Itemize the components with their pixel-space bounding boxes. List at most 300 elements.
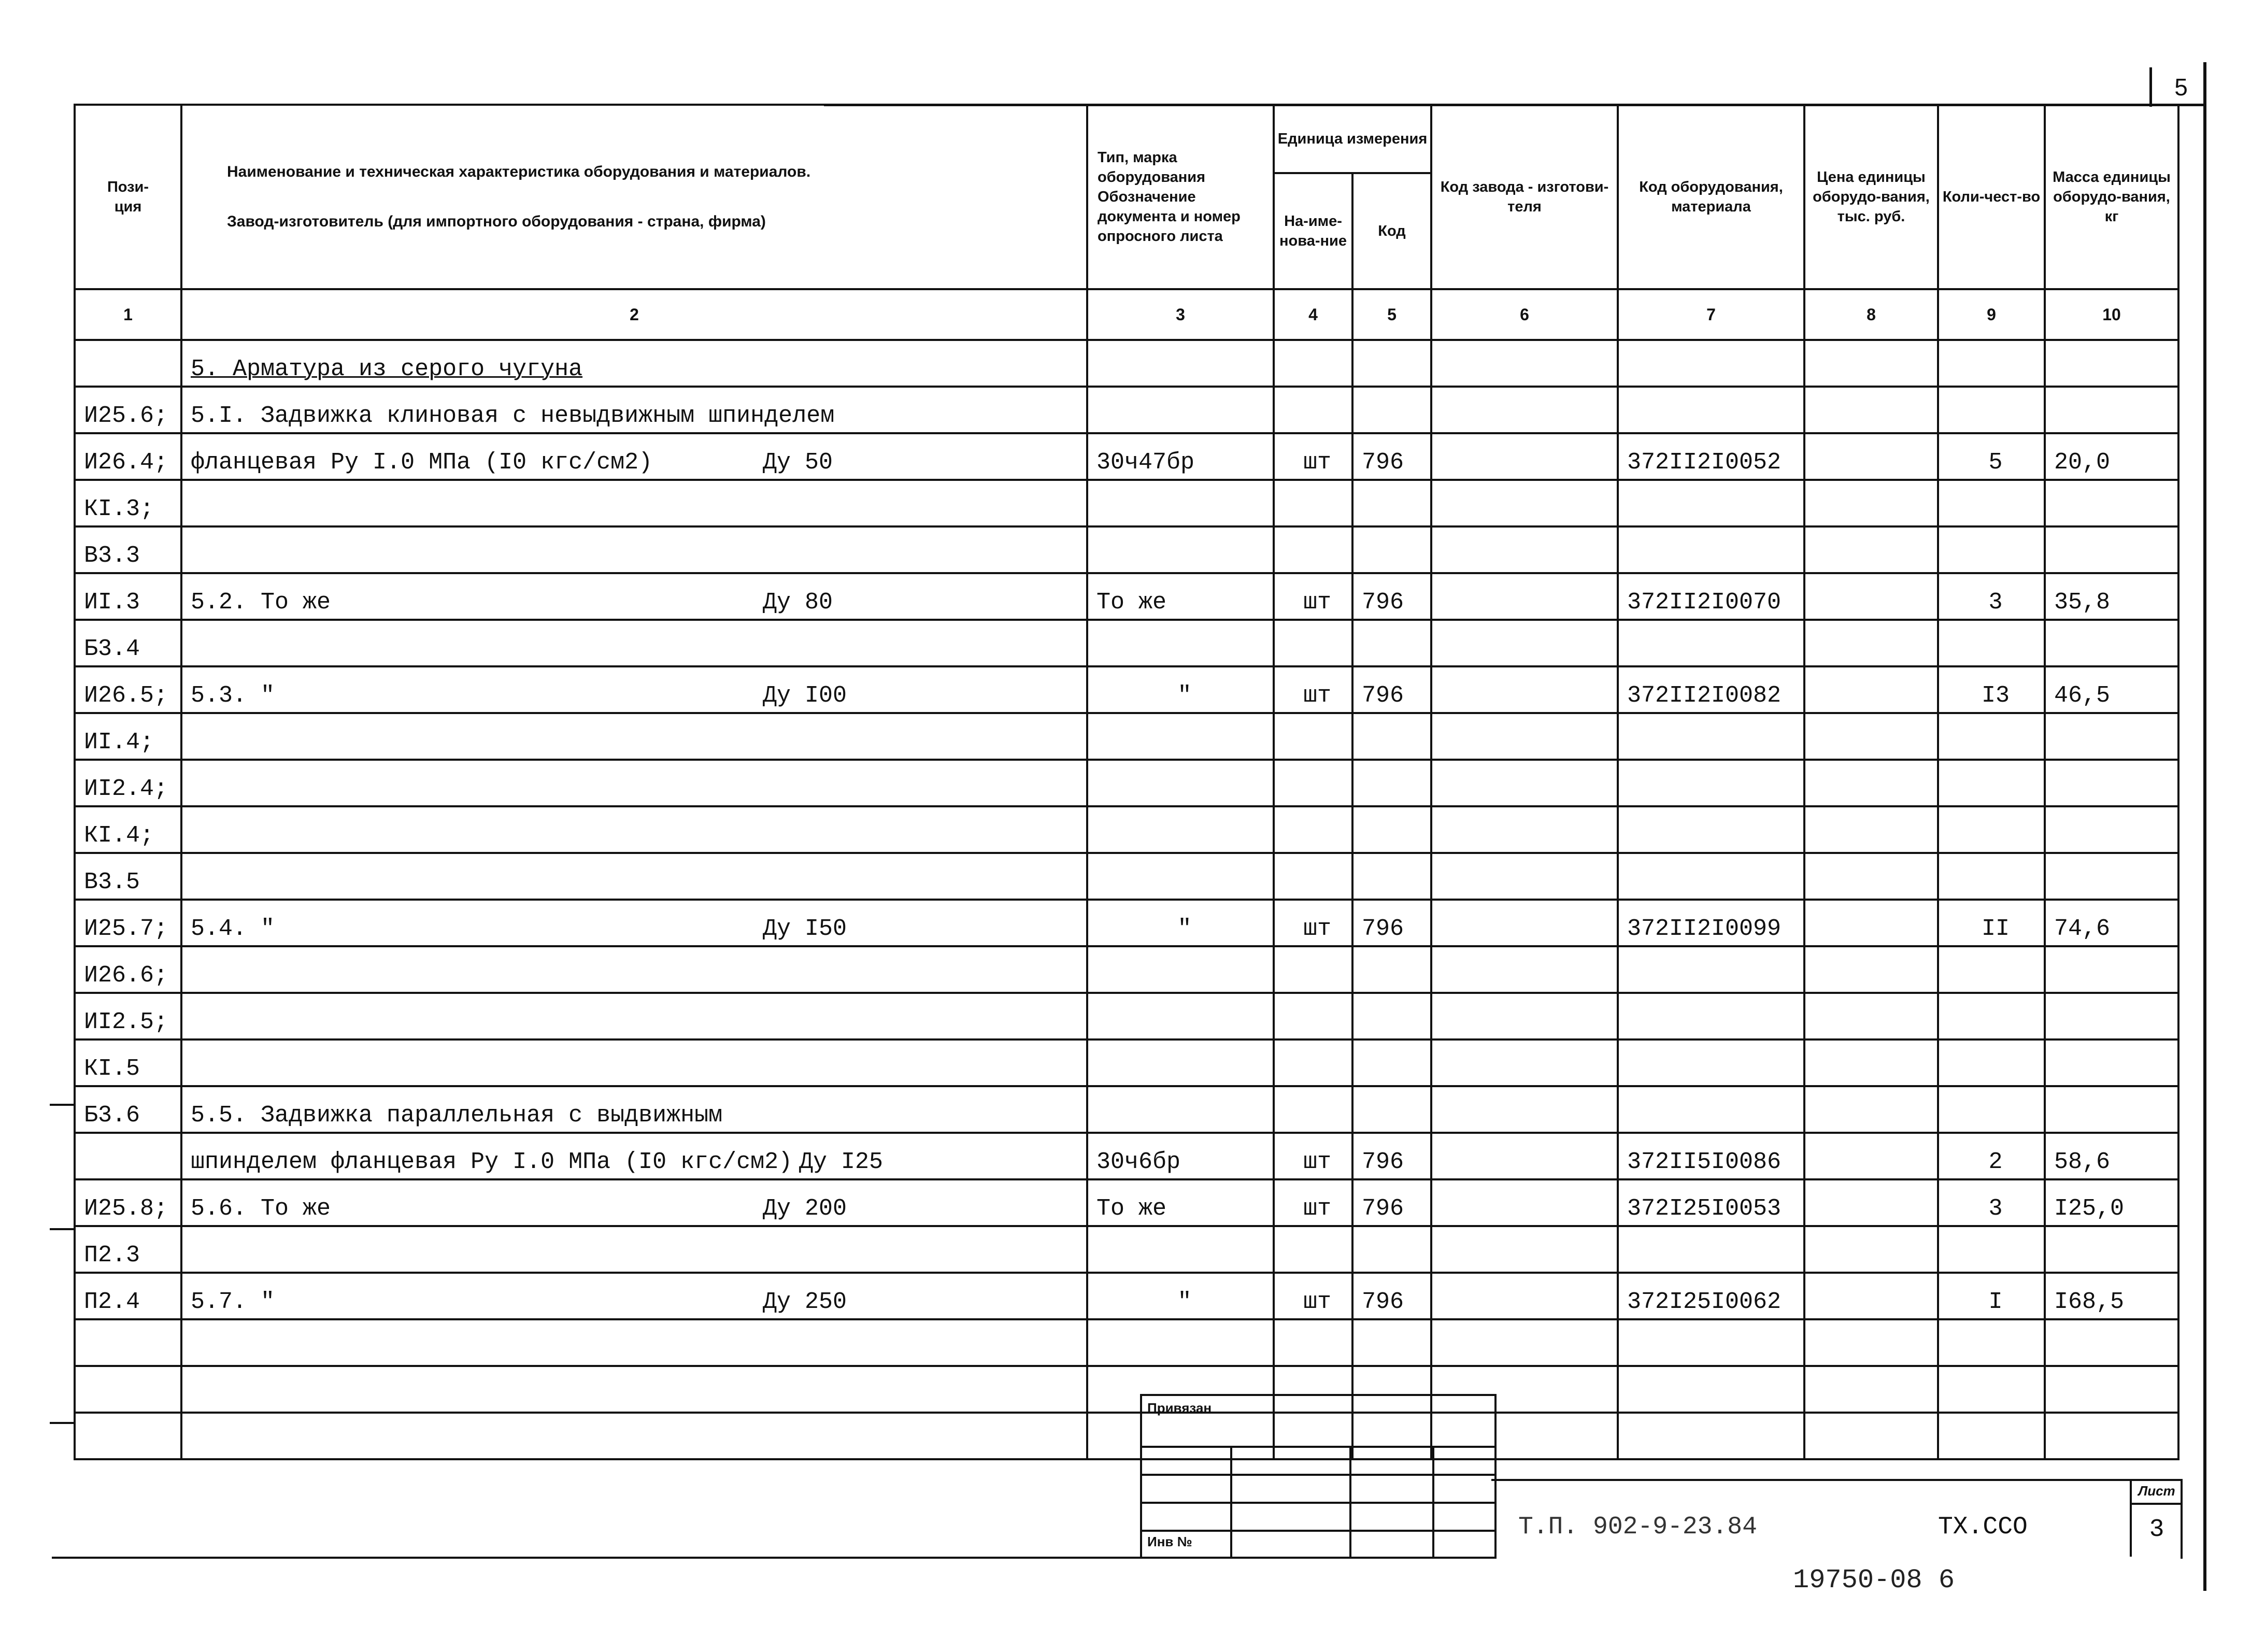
- item-name: 5. Арматура из серого чугуна: [191, 356, 583, 382]
- unit-code-cell: [1352, 713, 1431, 760]
- quantity-cell: 3: [1938, 1179, 2045, 1226]
- quantity-cell: [1938, 1226, 2045, 1273]
- type-cell: 30ч6бр: [1087, 1133, 1274, 1179]
- unit-code-cell: [1352, 760, 1431, 806]
- type-cell: [1087, 760, 1274, 806]
- position-cell: [75, 1366, 181, 1413]
- unit-name-cell: шт: [1274, 666, 1352, 713]
- plant-code-cell: [1431, 480, 1618, 526]
- type-cell: [1087, 340, 1274, 387]
- unit-name-cell: [1274, 1086, 1352, 1133]
- unit-name-cell: [1274, 993, 1352, 1039]
- price-cell: [1804, 1366, 1938, 1413]
- plant-code-cell: [1431, 760, 1618, 806]
- mass-cell: [2045, 713, 2178, 760]
- column-number: 9: [1938, 289, 2045, 340]
- unit-code-cell: 796: [1352, 666, 1431, 713]
- column-number: 8: [1804, 289, 1938, 340]
- plant-code-cell: [1431, 1086, 1618, 1133]
- plant-code-cell: [1431, 387, 1618, 433]
- type-cell: 30ч47бр: [1087, 433, 1274, 480]
- position-cell: [75, 1413, 181, 1459]
- header-price: Цена единицы оборудо-вания, тыс. руб.: [1804, 105, 1938, 289]
- margin-tick: [50, 1104, 74, 1106]
- column-number: 5: [1352, 289, 1431, 340]
- price-cell: [1804, 480, 1938, 526]
- specification-table: [74, 104, 2179, 1460]
- price-cell: [1804, 1133, 1938, 1179]
- page-number: 5: [2149, 67, 2210, 107]
- plant-code-cell: [1431, 620, 1618, 666]
- mass-cell: [2045, 480, 2178, 526]
- table-row: [75, 620, 2178, 666]
- position-cell: ИI.3: [75, 573, 181, 620]
- price-cell: [1804, 993, 1938, 1039]
- mass-cell: [2045, 526, 2178, 573]
- name-cell: [181, 1273, 1087, 1319]
- equipment-code-cell: 372II2I0082: [1618, 666, 1804, 713]
- unit-code-cell: 796: [1352, 1179, 1431, 1226]
- margin-tick: [50, 1422, 74, 1424]
- quantity-cell: I: [1938, 1273, 2045, 1319]
- quantity-cell: [1938, 806, 2045, 853]
- table-row: [75, 1039, 2178, 1086]
- price-cell: [1804, 760, 1938, 806]
- equipment-code-cell: [1618, 1039, 1804, 1086]
- unit-name-cell: [1274, 806, 1352, 853]
- table-header: [75, 105, 2178, 340]
- unit-code-cell: [1352, 387, 1431, 433]
- name-cell: [181, 900, 1087, 946]
- unit-name-cell: [1274, 480, 1352, 526]
- equipment-code-cell: [1618, 387, 1804, 433]
- quantity-cell: [1938, 1086, 2045, 1133]
- name-cell: [181, 1366, 1087, 1413]
- unit-code-cell: [1352, 526, 1431, 573]
- price-cell: [1804, 526, 1938, 573]
- plant-code-cell: [1431, 1179, 1618, 1226]
- unit-code-cell: [1352, 1086, 1431, 1133]
- type-cell: [1087, 946, 1274, 993]
- name-cell: [181, 433, 1087, 480]
- type-cell: То же: [1087, 573, 1274, 620]
- plant-code-cell: [1431, 713, 1618, 760]
- position-cell: И25.7;: [75, 900, 181, 946]
- unit-name-cell: [1274, 1039, 1352, 1086]
- mass-cell: 74,6: [2045, 900, 2178, 946]
- quantity-cell: [1938, 713, 2045, 760]
- unit-name-cell: шт: [1274, 1179, 1352, 1226]
- type-cell: То же: [1087, 1179, 1274, 1226]
- price-cell: [1804, 946, 1938, 993]
- unit-code-cell: [1352, 1319, 1431, 1366]
- table-row: [75, 993, 2178, 1039]
- plant-code-cell: [1431, 993, 1618, 1039]
- quantity-cell: I3: [1938, 666, 2045, 713]
- mass-cell: [2045, 993, 2178, 1039]
- price-cell: [1804, 1273, 1938, 1319]
- unit-name-cell: [1274, 620, 1352, 666]
- quantity-cell: [1938, 993, 2045, 1039]
- equipment-code-cell: [1618, 993, 1804, 1039]
- price-cell: [1804, 853, 1938, 900]
- unit-code-cell: [1352, 946, 1431, 993]
- type-cell: ": [1087, 900, 1274, 946]
- nominal-diameter: Ду I25: [799, 1149, 884, 1175]
- equipment-code-cell: 372II2I0070: [1618, 573, 1804, 620]
- archive-stamp: 19750-08 6: [1793, 1565, 1955, 1596]
- unit-code-cell: 796: [1352, 573, 1431, 620]
- type-cell: [1087, 480, 1274, 526]
- quantity-cell: [1938, 760, 2045, 806]
- quantity-cell: [1938, 1366, 2045, 1413]
- type-cell: [1087, 853, 1274, 900]
- mass-cell: [2045, 620, 2178, 666]
- plant-code-cell: [1431, 1039, 1618, 1086]
- name-cell: [181, 666, 1087, 713]
- equipment-code-cell: [1618, 1226, 1804, 1273]
- quantity-cell: [1938, 1039, 2045, 1086]
- name-cell: [181, 806, 1087, 853]
- unit-code-cell: [1352, 1226, 1431, 1273]
- mass-cell: [2045, 1366, 2178, 1413]
- position-cell: П2.3: [75, 1226, 181, 1273]
- name-cell: [181, 340, 1087, 387]
- mass-cell: 58,6: [2045, 1133, 2178, 1179]
- table-row: [75, 946, 2178, 993]
- plant-code-cell: [1431, 433, 1618, 480]
- unit-code-cell: [1352, 1039, 1431, 1086]
- mass-cell: [2045, 853, 2178, 900]
- quantity-cell: 2: [1938, 1133, 2045, 1179]
- item-name: 5.5. Задвижка параллельная с выдвижным: [191, 1102, 723, 1129]
- plant-code-cell: [1431, 526, 1618, 573]
- equipment-code-cell: [1618, 1319, 1804, 1366]
- unit-name-cell: шт: [1274, 433, 1352, 480]
- header-name: [181, 105, 1087, 289]
- unit-name-cell: шт: [1274, 573, 1352, 620]
- nominal-diameter: Ду 250: [763, 1289, 847, 1315]
- position-cell: [75, 1319, 181, 1366]
- unit-name-cell: [1274, 853, 1352, 900]
- plant-code-cell: [1431, 900, 1618, 946]
- price-cell: [1804, 340, 1938, 387]
- table-row: [75, 340, 2178, 387]
- name-cell: [181, 480, 1087, 526]
- unit-code-cell: [1352, 340, 1431, 387]
- table-row: [75, 1319, 2178, 1366]
- equipment-code-cell: [1618, 946, 1804, 993]
- header-type: Тип, марка оборудования Обозначение документа и номер опросного листа: [1087, 105, 1274, 289]
- equipment-code-cell: [1618, 1086, 1804, 1133]
- type-cell: [1087, 1039, 1274, 1086]
- name-cell: [181, 1133, 1087, 1179]
- quantity-cell: II: [1938, 900, 2045, 946]
- table-row: [75, 1413, 2178, 1459]
- name-cell: [181, 1039, 1087, 1086]
- nominal-diameter: Ду 80: [763, 589, 833, 616]
- unit-name-cell: [1274, 387, 1352, 433]
- mass-cell: 35,8: [2045, 573, 2178, 620]
- price-cell: [1804, 433, 1938, 480]
- equipment-code-cell: 372I25I0053: [1618, 1179, 1804, 1226]
- position-cell: Б3.6: [75, 1086, 181, 1133]
- unit-name-cell: [1274, 340, 1352, 387]
- plant-code-cell: [1431, 340, 1618, 387]
- table-row: [75, 573, 2178, 620]
- mass-cell: [2045, 1226, 2178, 1273]
- table-row: [75, 1273, 2178, 1319]
- unit-code-cell: 796: [1352, 900, 1431, 946]
- header-equipment-code: Код оборудования, материала: [1618, 105, 1804, 289]
- name-cell: [181, 526, 1087, 573]
- type-cell: [1087, 993, 1274, 1039]
- mass-cell: 20,0: [2045, 433, 2178, 480]
- type-cell: [1087, 526, 1274, 573]
- mass-cell: [2045, 340, 2178, 387]
- column-number: 10: [2045, 289, 2178, 340]
- mass-cell: [2045, 760, 2178, 806]
- item-name: 5.2. То же: [191, 589, 331, 616]
- table-row: [75, 806, 2178, 853]
- position-cell: И26.6;: [75, 946, 181, 993]
- name-cell: [181, 573, 1087, 620]
- position-cell: КI.4;: [75, 806, 181, 853]
- sheet-box: [2130, 1479, 2182, 1557]
- type-cell: ": [1087, 1273, 1274, 1319]
- mass-cell: [2045, 946, 2178, 993]
- price-cell: [1804, 1319, 1938, 1366]
- document-code: Т.П. 902-9-23.84: [1518, 1513, 1757, 1541]
- mass-cell: [2045, 1086, 2178, 1133]
- plant-code-cell: [1431, 666, 1618, 713]
- plant-code-cell: [1431, 946, 1618, 993]
- plant-code-cell: [1431, 1273, 1618, 1319]
- unit-name-cell: [1274, 526, 1352, 573]
- equipment-code-cell: [1618, 526, 1804, 573]
- column-number-row: [75, 289, 2178, 340]
- position-cell: ИI2.5;: [75, 993, 181, 1039]
- price-cell: [1804, 1086, 1938, 1133]
- plant-code-cell: [1431, 1319, 1618, 1366]
- column-number: 7: [1618, 289, 1804, 340]
- header-unit-group: Единица измерения: [1274, 105, 1431, 173]
- title-block: [1140, 1394, 1497, 1559]
- table-row: [75, 1179, 2178, 1226]
- price-cell: [1804, 900, 1938, 946]
- mass-cell: [2045, 806, 2178, 853]
- equipment-code-cell: [1618, 1366, 1804, 1413]
- nominal-diameter: Ду 200: [763, 1195, 847, 1222]
- table-row: [75, 433, 2178, 480]
- table-row: [75, 1086, 2178, 1133]
- mass-cell: [2045, 1413, 2178, 1459]
- quantity-cell: 5: [1938, 433, 2045, 480]
- position-cell: В3.3: [75, 526, 181, 573]
- mass-cell: [2045, 387, 2178, 433]
- price-cell: [1804, 620, 1938, 666]
- position-cell: И25.6;: [75, 387, 181, 433]
- name-cell: [181, 1319, 1087, 1366]
- header-position: Пози- ция: [75, 105, 181, 289]
- price-cell: [1804, 806, 1938, 853]
- position-cell: В3.5: [75, 853, 181, 900]
- mass-cell: I25,0: [2045, 1179, 2178, 1226]
- price-cell: [1804, 1413, 1938, 1459]
- type-cell: ": [1087, 666, 1274, 713]
- price-cell: [1804, 573, 1938, 620]
- table-row: [75, 760, 2178, 806]
- unit-name-cell: [1274, 1226, 1352, 1273]
- position-cell: И26.4;: [75, 433, 181, 480]
- equipment-code-cell: [1618, 620, 1804, 666]
- position-cell: Б3.4: [75, 620, 181, 666]
- quantity-cell: [1938, 946, 2045, 993]
- price-cell: [1804, 713, 1938, 760]
- equipment-code-cell: [1618, 340, 1804, 387]
- unit-name-cell: шт: [1274, 900, 1352, 946]
- plant-code-cell: [1431, 1133, 1618, 1179]
- price-cell: [1804, 387, 1938, 433]
- item-name: шпинделем фланцевая Ру I.0 МПа (I0 кгс/см2): [191, 1149, 793, 1175]
- table-body: [75, 340, 2178, 1459]
- name-cell: [181, 853, 1087, 900]
- plant-code-cell: [1431, 806, 1618, 853]
- equipment-code-cell: [1618, 480, 1804, 526]
- equipment-code-cell: 372II5I0086: [1618, 1133, 1804, 1179]
- quantity-cell: [1938, 853, 2045, 900]
- name-cell: [181, 713, 1087, 760]
- table-row: [75, 853, 2178, 900]
- mass-cell: 46,5: [2045, 666, 2178, 713]
- position-cell: КI.5: [75, 1039, 181, 1086]
- mass-cell: [2045, 1319, 2178, 1366]
- price-cell: [1804, 1226, 1938, 1273]
- equipment-code-cell: [1618, 853, 1804, 900]
- type-cell: [1087, 806, 1274, 853]
- type-cell: [1087, 1319, 1274, 1366]
- table-row: [75, 1133, 2178, 1179]
- header-mass: Масса единицы оборудо-вания, кг: [2045, 105, 2178, 289]
- equipment-code-cell: 372II2I0052: [1618, 433, 1804, 480]
- bottom-rule: [52, 1557, 1244, 1559]
- table-row: [75, 1366, 2178, 1413]
- item-name: 5.6. То же: [191, 1195, 331, 1222]
- nominal-diameter: Ду I00: [763, 682, 847, 709]
- header-unit-name: На-име-нова-ние: [1274, 173, 1352, 289]
- mass-cell: I68,5: [2045, 1273, 2178, 1319]
- price-cell: [1804, 666, 1938, 713]
- name-cell: [181, 1226, 1087, 1273]
- column-number: 2: [181, 289, 1087, 340]
- unit-name-cell: [1274, 946, 1352, 993]
- quantity-cell: [1938, 620, 2045, 666]
- unit-code-cell: [1352, 853, 1431, 900]
- margin-tick: [50, 1228, 74, 1230]
- unit-code-cell: 796: [1352, 433, 1431, 480]
- item-name: 5.4. ": [191, 916, 275, 942]
- quantity-cell: [1938, 1319, 2045, 1366]
- plant-code-cell: [1431, 1226, 1618, 1273]
- name-cell: [181, 946, 1087, 993]
- equipment-code-cell: [1618, 760, 1804, 806]
- quantity-cell: 3: [1938, 573, 2045, 620]
- equipment-code-cell: 372II2I0099: [1618, 900, 1804, 946]
- name-cell: [181, 620, 1087, 666]
- type-cell: [1087, 387, 1274, 433]
- mass-cell: [2045, 1039, 2178, 1086]
- sheet-number: 3: [2149, 1516, 2164, 1544]
- position-cell: [75, 1133, 181, 1179]
- equipment-code-cell: 372I25I0062: [1618, 1273, 1804, 1319]
- table-row: [75, 713, 2178, 760]
- item-name: 5.7. ": [191, 1289, 275, 1315]
- position-cell: П2.4: [75, 1273, 181, 1319]
- position-cell: ИI.4;: [75, 713, 181, 760]
- item-name: 5.3. ": [191, 682, 275, 709]
- unit-name-cell: [1274, 760, 1352, 806]
- table-row: [75, 900, 2178, 946]
- attached-label: Привязан: [1147, 1400, 1212, 1416]
- equipment-code-cell: [1618, 806, 1804, 853]
- name-cell: [181, 1413, 1087, 1459]
- unit-name-cell: шт: [1274, 1133, 1352, 1179]
- position-cell: ИI2.4;: [75, 760, 181, 806]
- nominal-diameter: Ду I50: [763, 916, 847, 942]
- section-code: ТХ.ССО: [1938, 1513, 2028, 1541]
- column-number: 1: [75, 289, 181, 340]
- price-cell: [1804, 1039, 1938, 1086]
- unit-name-cell: [1274, 713, 1352, 760]
- table-row: [75, 480, 2178, 526]
- plant-code-cell: [1431, 573, 1618, 620]
- right-border-line: [2203, 62, 2206, 1591]
- price-cell: [1804, 1179, 1938, 1226]
- column-number: 4: [1274, 289, 1352, 340]
- column-number: 6: [1431, 289, 1618, 340]
- table-row: [75, 526, 2178, 573]
- position-cell: И26.5;: [75, 666, 181, 713]
- nominal-diameter: Ду 50: [763, 449, 833, 476]
- table-row: [75, 387, 2178, 433]
- quantity-cell: [1938, 1413, 2045, 1459]
- unit-code-cell: [1352, 806, 1431, 853]
- position-cell: КI.3;: [75, 480, 181, 526]
- type-cell: [1087, 1086, 1274, 1133]
- unit-code-cell: [1352, 480, 1431, 526]
- name-cell: [181, 387, 1087, 433]
- equipment-code-cell: [1618, 713, 1804, 760]
- quantity-cell: [1938, 480, 2045, 526]
- column-number: 3: [1087, 289, 1274, 340]
- item-name: фланцевая Ру I.0 МПа (I0 кгс/см2): [191, 449, 653, 476]
- sheet-label: Лист: [2132, 1479, 2182, 1505]
- type-cell: [1087, 1226, 1274, 1273]
- unit-code-cell: [1352, 993, 1431, 1039]
- plant-code-cell: [1431, 853, 1618, 900]
- name-cell: [181, 993, 1087, 1039]
- item-name: 5.I. Задвижка клиновая с невыдвижным шпинделем: [191, 403, 835, 429]
- name-cell: [181, 1179, 1087, 1226]
- header-plant-code: Код завода - изготови-теля: [1431, 105, 1618, 289]
- table-row: [75, 666, 2178, 713]
- name-cell: [181, 760, 1087, 806]
- name-cell: [181, 1086, 1087, 1133]
- unit-code-cell: 796: [1352, 1133, 1431, 1179]
- unit-name-cell: [1274, 1319, 1352, 1366]
- header-name-line2: Завод-изготовитель (для импортного оборудования - страна, фирма): [227, 213, 766, 230]
- position-cell: [75, 340, 181, 387]
